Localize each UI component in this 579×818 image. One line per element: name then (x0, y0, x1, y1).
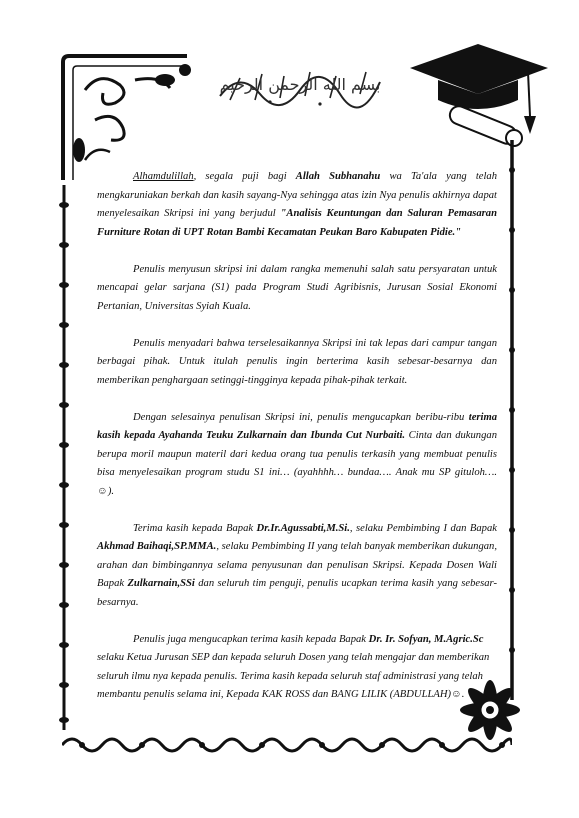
text-run: Akhmad Baihaqi,SP.MMA. (97, 541, 217, 552)
text-run: "Analisis Keuntungan dan Saluran Pemasaran Furniture Rotan di UPT Rotan Bambi Kecamatan Peukan Baro Kabupaten Pidie." (97, 208, 497, 238)
text-run: Alhamdulillah (133, 171, 194, 182)
text-run: terima kasih kepada Ayahanda Teuku Zulkarnain dan Ibunda Cut Nurbaiti. (97, 411, 497, 441)
text-run: selaku Ketua Jurusan SEP dan kepada seluruh Dosen yang telah mengajar dan memberikan seluruh ilmu nya kepada penulis. Terima kasih kepada seluruh staf administrasi yang telah membantu penulis selama ini, Kepada KAK ROSS dan BANG LILIK (ABDULLAH)☺. (97, 652, 490, 700)
svg-text:بسم الله الرحمن الرحيم: بسم الله الرحمن الرحيم (219, 75, 381, 94)
text-run: Dr. Ir. Sofyan, M.Agric.Sc (368, 633, 484, 645)
paragraph-2 (97, 261, 497, 317)
right-border-ornament-icon (506, 140, 518, 700)
paragraph-5 (97, 520, 497, 613)
text-run: Dengan selesainya penulisan Skripsi ini, penulis mengucapkan beribu-ribu (133, 411, 469, 423)
left-border-ornament-icon (58, 185, 70, 730)
basmala-calligraphy (210, 60, 390, 110)
acknowledgement-body (97, 168, 497, 723)
graduation-cap-icon (408, 38, 550, 150)
text-run: Allah Subhanahu (295, 171, 381, 182)
text-run: , selaku Pembimbing II yang telah banyak memberikan dukungan, arahan dan bimbingannya selama penyusunan dan penulisan Skripsi. Kepada Dosen Wali Bapak (97, 541, 497, 589)
text-run: Zulkarnain,SSi (127, 578, 195, 589)
paragraph-4 (97, 409, 497, 502)
text-run: Penulis juga mengucapkan terima kasih kepada Bapak (133, 633, 369, 645)
basmala-art-icon (210, 60, 390, 110)
bottom-border-ornament-icon (62, 734, 512, 756)
text-run: Terima kasih kepada Bapak (133, 522, 257, 534)
text-run: wa Ta'ala yang telah mengkaruniakan berkah dan kasih sayang-Nya sehingga atas izin Nya penulis akhirnya dapat menyelesaikan Skripsi ini yang berjudul (97, 171, 498, 219)
text-run: , segala puji bagi (193, 171, 296, 182)
paragraph-6 (97, 631, 497, 705)
text-run: Penulis menyusun skripsi ini dalam rangka memenuhi salah satu persyaratan untuk mencapai gelar sarjana (S1) pada Program Studi Agribisnis, Jurusan Sosial Ekonomi Pertanian, Universitas Syiah Kuala. (97, 263, 497, 312)
text-run: Cinta dan dukungan berupa moril maupun materil dari kedua orang tua penulis terkasih yang membuat penulis bisa menyelesaikan program studu S1 ini… (ayahhhh… bundaa…. Anak mu SP gituloh…. ☺). (97, 430, 497, 497)
text-run: Penulis menyadari bahwa terselesaikannya Skripsi ini tak lepas dari campur tangan berbagai pihak. Untuk itulah penulis ingin berterima kasih sebesar-besarnya dan memberikan penghargaan setinggi-tingginya kepada pihak-pihak terkait. (97, 337, 497, 386)
text-run: dan seluruh tim penguji, penulis ucapkan terima kasih yang sebesar-besarnya. (97, 578, 497, 608)
text-run: Dr.Ir.Agussabti,M.Si. (256, 522, 350, 534)
text-run: , selaku Pembimbing I dan Bapak (349, 522, 497, 534)
paragraph-3 (97, 335, 497, 391)
paragraph-1 (97, 168, 497, 242)
